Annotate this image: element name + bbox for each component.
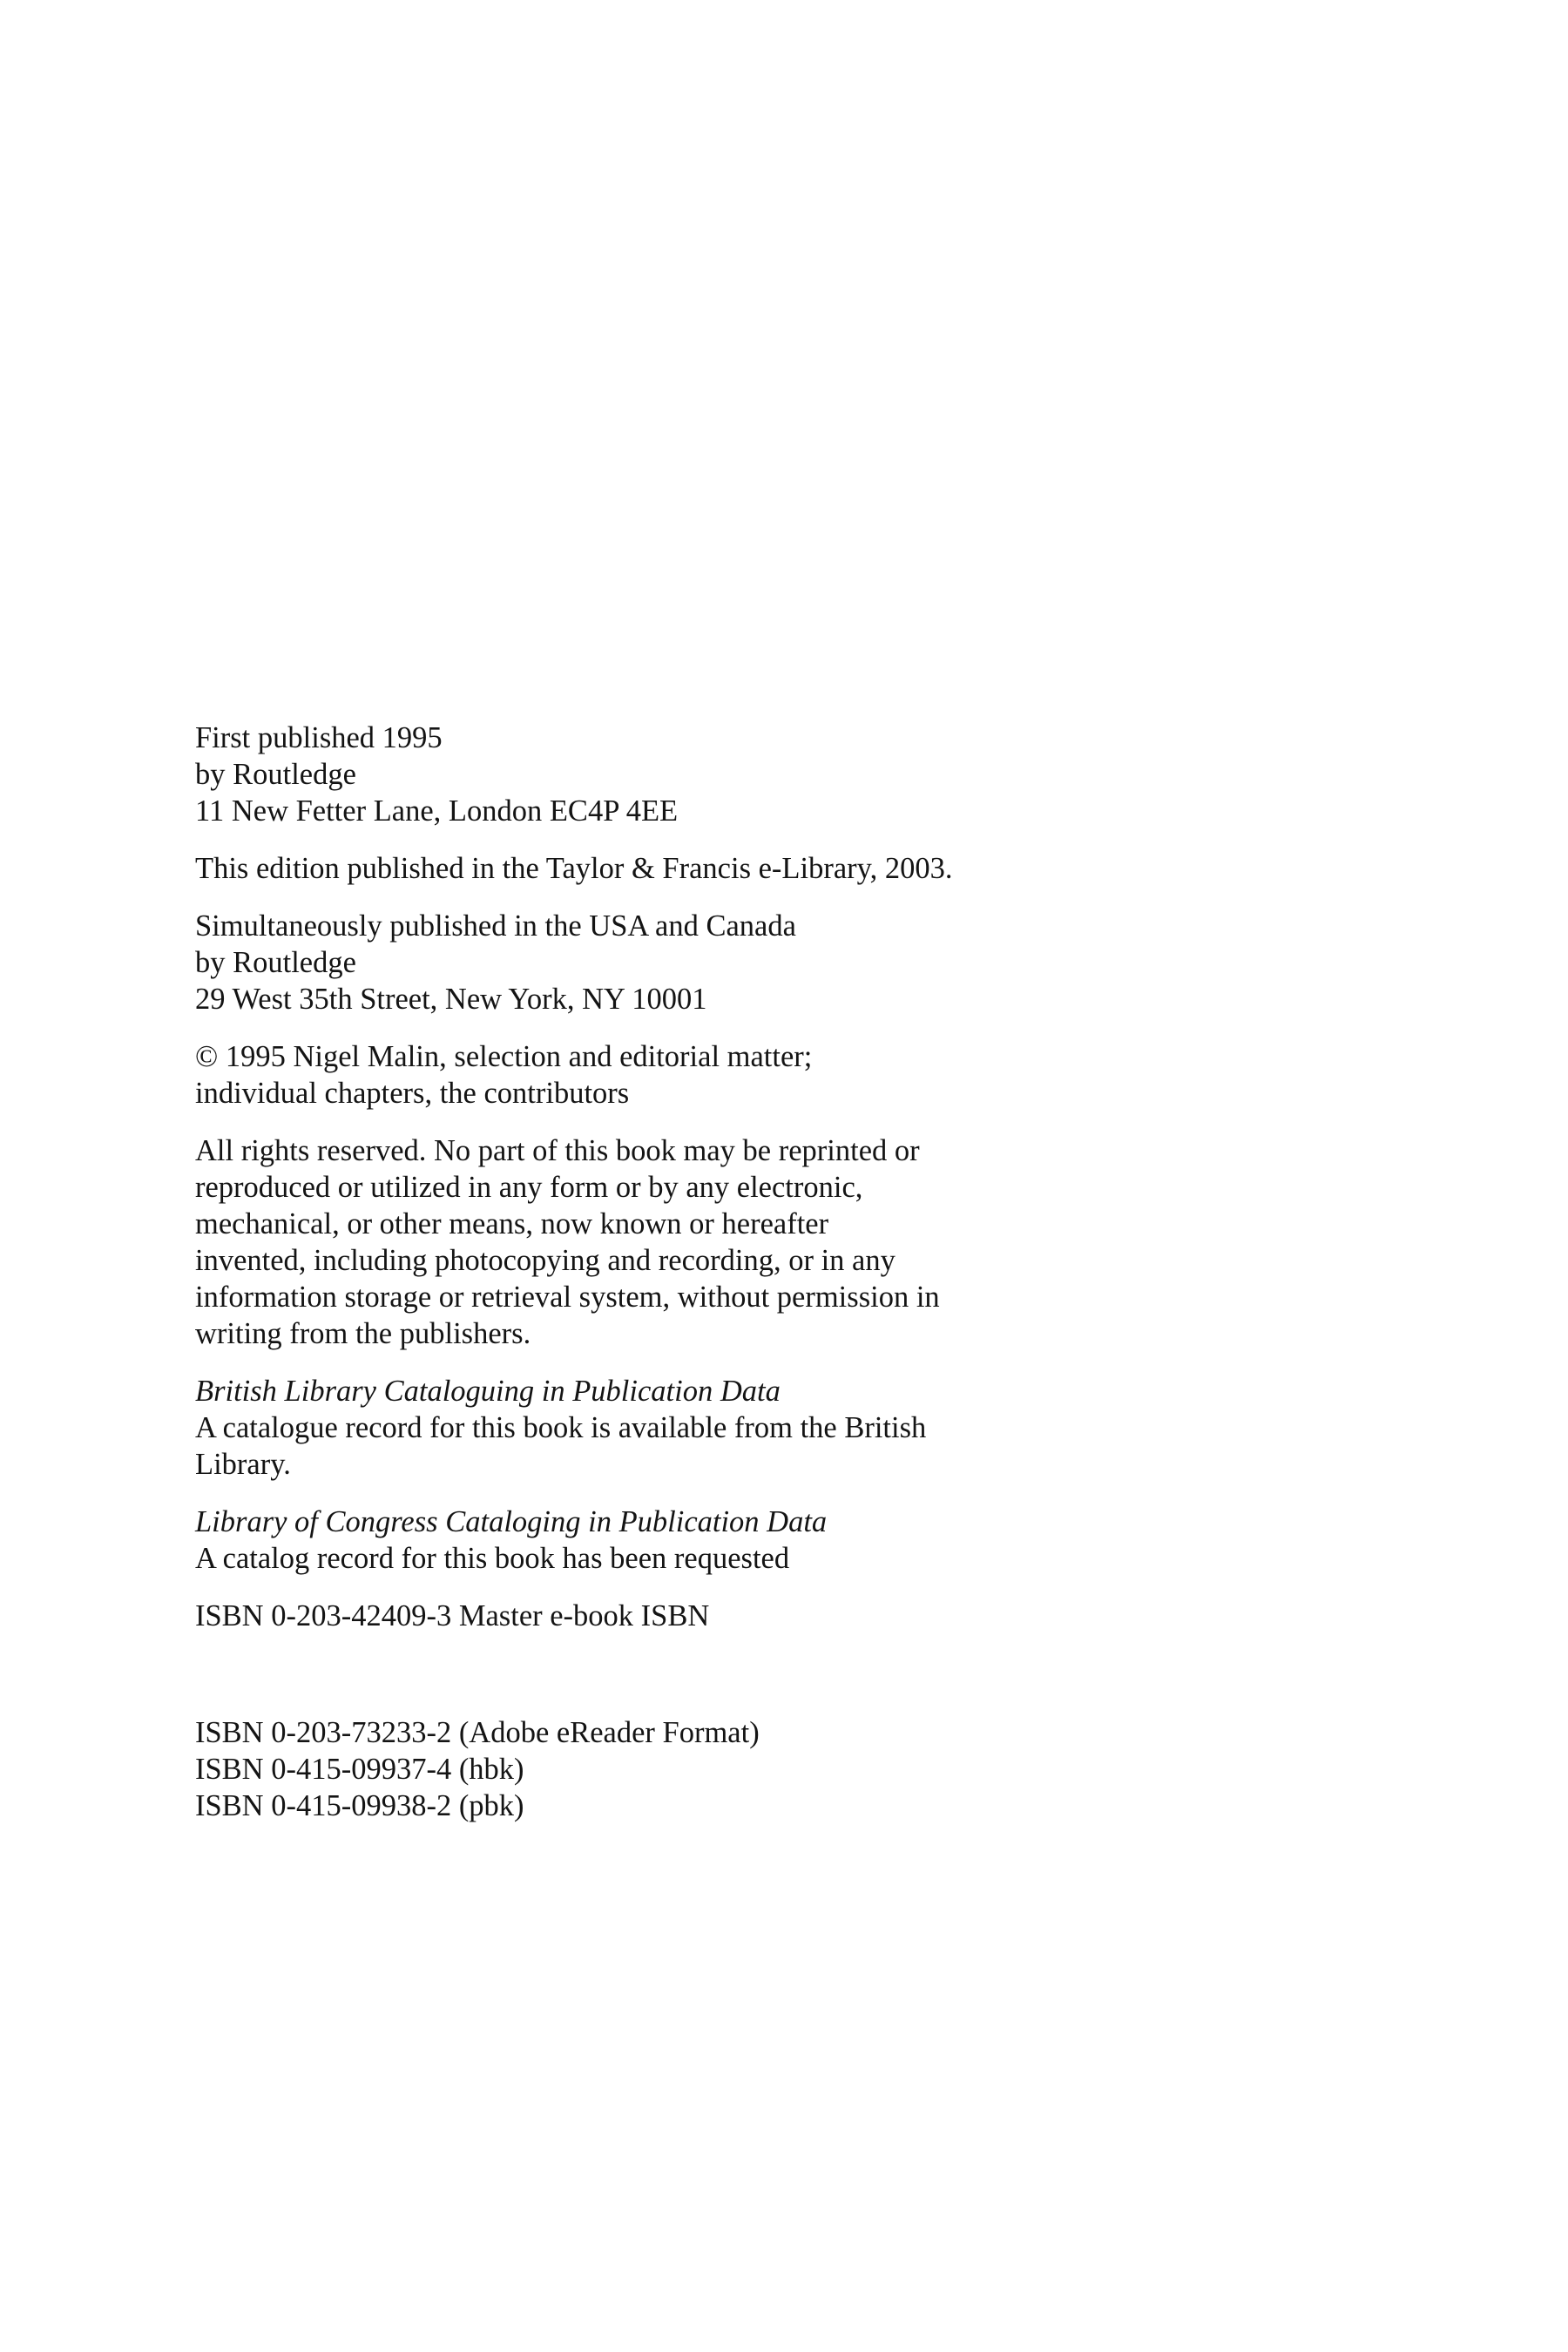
british-library-heading: British Library Cataloguing in Publication Data	[195, 1375, 781, 1408]
british-library-cip	[195, 1373, 1328, 1483]
rights-line-2: reproduced or utilized in any form or by any electronic,	[195, 1171, 863, 1204]
simultaneous-publication	[195, 908, 1328, 1017]
copyright-notice	[195, 1038, 1328, 1112]
publication-info	[195, 720, 1328, 829]
isbn-hbk-line: ISBN 0-415-09937-4 (hbk)	[195, 1753, 524, 1786]
first-published-line: First published 1995	[195, 721, 443, 754]
simultaneous-line: Simultaneously published in the USA and Canada	[195, 909, 796, 943]
publisher-line: by Routledge	[195, 758, 356, 791]
edition-note	[195, 850, 1328, 887]
isbn-adobe-line: ISBN 0-203-73233-2 (Adobe eReader Format)	[195, 1716, 760, 1749]
us-publisher-line: by Routledge	[195, 946, 356, 979]
british-library-line-2: Library.	[195, 1448, 291, 1481]
copyright-line-1: © 1995 Nigel Malin, selection and editorial matter;	[195, 1040, 813, 1073]
copyright-line-2: individual chapters, the contributors	[195, 1077, 630, 1110]
rights-line-6: writing from the publishers.	[195, 1317, 531, 1350]
publisher-address: 11 New Fetter Lane, London EC4P 4EE	[195, 794, 679, 828]
rights-line-1: All rights reserved. No part of this book may be reprinted or	[195, 1134, 920, 1167]
isbn-list	[195, 1714, 1328, 1824]
british-library-line-1: A catalogue record for this book is available from the British	[195, 1411, 927, 1444]
rights-line-3: mechanical, or other means, now known or hereafter	[195, 1207, 829, 1240]
isbn-pbk-line: ISBN 0-415-09938-2 (pbk)	[195, 1789, 524, 1822]
isbn-master	[195, 1598, 1328, 1634]
edition-note-line: This edition published in the Taylor & Francis e-Library, 2003.	[195, 852, 953, 885]
library-of-congress-line: A catalog record for this book has been requested	[195, 1542, 790, 1575]
library-of-congress-cip	[195, 1504, 1328, 1577]
rights-line-5: information storage or retrieval system, without permission in	[195, 1281, 940, 1314]
rights-reserved	[195, 1132, 1328, 1352]
rights-line-4: invented, including photocopying and recording, or in any	[195, 1244, 896, 1277]
library-of-congress-heading: Library of Congress Cataloging in Publication Data	[195, 1505, 828, 1538]
isbn-spacer	[195, 1655, 1328, 1714]
isbn-master-line: ISBN 0-203-42409-3 Master e-book ISBN	[195, 1599, 710, 1632]
copyright-block	[195, 720, 1328, 1845]
us-publisher-address: 29 West 35th Street, New York, NY 10001	[195, 983, 707, 1016]
